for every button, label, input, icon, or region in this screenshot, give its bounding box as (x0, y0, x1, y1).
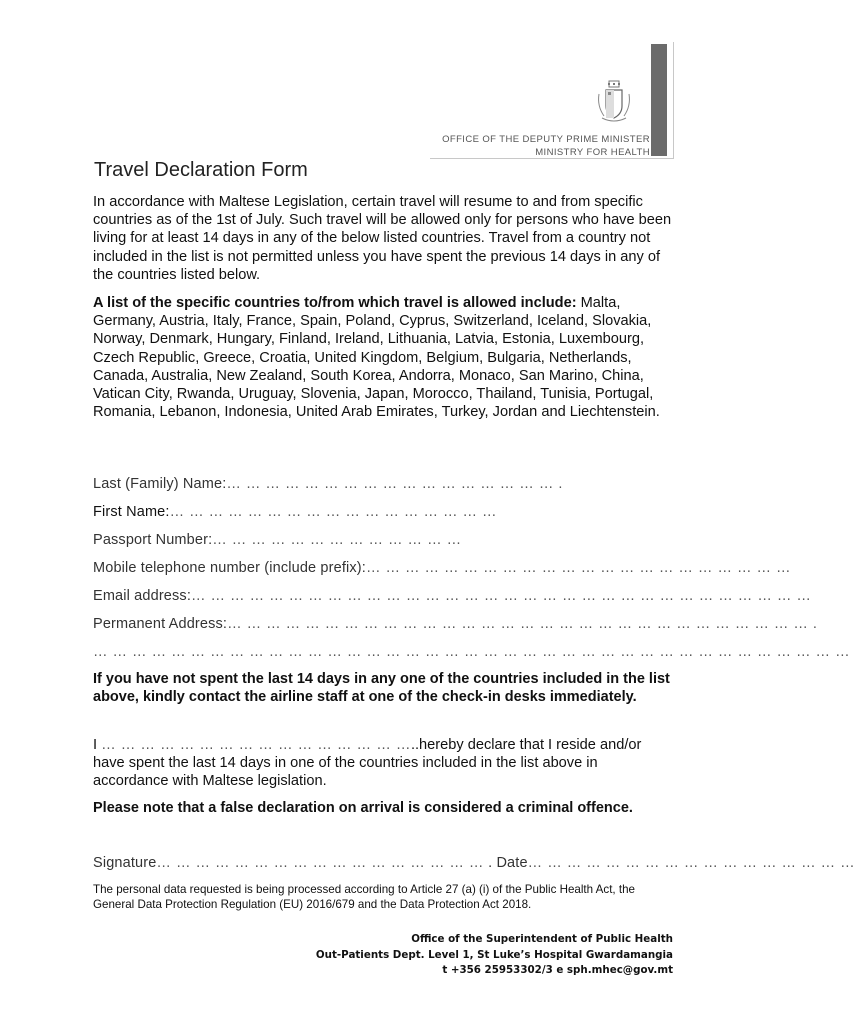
last-name-label: Last (Family) Name: (93, 476, 227, 492)
address-input-line[interactable]: … … … … … … … … … … … … … … … … … … … … … … … … … … … … … … . (227, 616, 818, 632)
footer-line-2: Out-Patients Dept. Level 1, St Luke’s Hospital Gwardamangia (315, 948, 673, 961)
footer-line-3: t +356 25953302/3 e sph.mhec@gov.mt (442, 964, 673, 976)
false-declaration-note: Please note that a false declaration on arrival is considered a criminal offence. (93, 800, 633, 816)
countries-paragraph (93, 294, 673, 421)
address-label: Permanent Address: (93, 616, 228, 632)
office-heading (442, 133, 650, 159)
footer-contact (316, 932, 673, 979)
address-input-line-2[interactable]: … … … … … … … … … … … … … … … … … … … … … … … … … … … … … … … … … … … … … … … (93, 644, 851, 660)
header-accent-bar (651, 44, 667, 156)
first-name-field[interactable] (93, 504, 497, 520)
footer-line-1: Office of the Superintendent of Public Health (411, 933, 673, 945)
declaration-text: ..hereby declare that I reside and/or have spent the last 14 days in one of the countries included in the list above in accordance with Maltese legislation. (93, 737, 642, 790)
email-input-line[interactable]: … … … … … … … … … … … … … … … … … … … … … … … … … … … … … … … … (191, 588, 812, 604)
mobile-input-line[interactable]: … … … … … … … … … … … … … … … … … … … … … … (365, 560, 792, 576)
intro-paragraph: In accordance with Maltese Legislation, certain travel will resume to and from specific countries as of the 1st of July. Such travel will be allowed only for persons who have been living for at least 14 days in any of the below listed countries. Travel from a country not included in the list is not permitted unless you have spent the previous 14 days in any of the countries listed below. (93, 194, 672, 283)
signature-row: Signature… … … … … … … … … … … … … … … … … . Date… … … … … … … … … … … … … … … … … (93, 855, 855, 871)
warning-note: If you have not spent the last 14 days in any one of the countries included in the list above, kindly contact the airline staff at one of the check-in desks immediately. (93, 671, 670, 706)
countries-heading: A list of the specific countries to/from which travel is allowed include: (93, 295, 577, 311)
mobile-field[interactable] (93, 560, 791, 576)
date-label: Date (496, 855, 528, 871)
declarant-name-input-line[interactable]: … … … … … … … … … … … … … … … … (101, 737, 411, 753)
first-name-label: First Name: (93, 504, 170, 520)
passport-field[interactable] (93, 532, 462, 548)
email-label: Email address: (93, 588, 191, 604)
address-field[interactable] (93, 616, 817, 632)
last-name-field[interactable] (93, 476, 563, 492)
first-name-input-line[interactable]: … … … … … … … … … … … … … … … … … (169, 504, 498, 520)
signature-label: Signature (93, 855, 157, 871)
office-line-1: OFFICE OF THE DEPUTY PRIME MINISTER (442, 134, 650, 145)
declaration-paragraph (93, 736, 673, 791)
page-title: Travel Declaration Form (94, 159, 308, 181)
signature-input-line[interactable]: … … … … … … … … … … … … … … … … … (156, 855, 484, 871)
countries-list: Malta, Germany, Austria, Italy, France, Spain, Poland, Cyprus, Switzerland, Iceland, Slovakia, Norway, Denmark, Hungary, Finland, Ireland, Lithuania, Latvia, Estonia, Luxembourg, Czech Republic, Greece, Croatia, United Kingdom, Belgium, Bulgaria, Netherlands, Canada, Australia, New Zealand, South Korea, Andorra, Monaco, San Marino, China, Vatican City, Rwanda, Uruguay, Slovenia, Japan, Morocco, Thailand, Tunisia, Portugal, Romania, Lebanon, Indonesia, United Arab Emirates, Turkey, Jordan and Liechtenstein. (93, 295, 660, 421)
privacy-notice: The personal data requested is being processed according to Article 27 (a) (i) of the Public Health Act, the General Data Protection Regulation (EU) 2016/679 and the Data Protection Act 2018. (93, 883, 635, 911)
malta-crest-icon (596, 80, 632, 124)
passport-input-line[interactable]: … … … … … … … … … … … … … (212, 532, 462, 548)
last-name-input-line[interactable]: … … … … … … … … … … … … … … … … … . (226, 476, 563, 492)
date-input-line[interactable]: … … … … … … … … … … … … … … … … … (527, 855, 855, 871)
mobile-label: Mobile telephone number (include prefix): (93, 560, 366, 576)
passport-label: Passport Number: (93, 532, 213, 548)
office-line-2: MINISTRY FOR HEALTH (535, 147, 650, 158)
email-field[interactable] (93, 588, 811, 604)
declaration-prefix: I (93, 737, 98, 753)
